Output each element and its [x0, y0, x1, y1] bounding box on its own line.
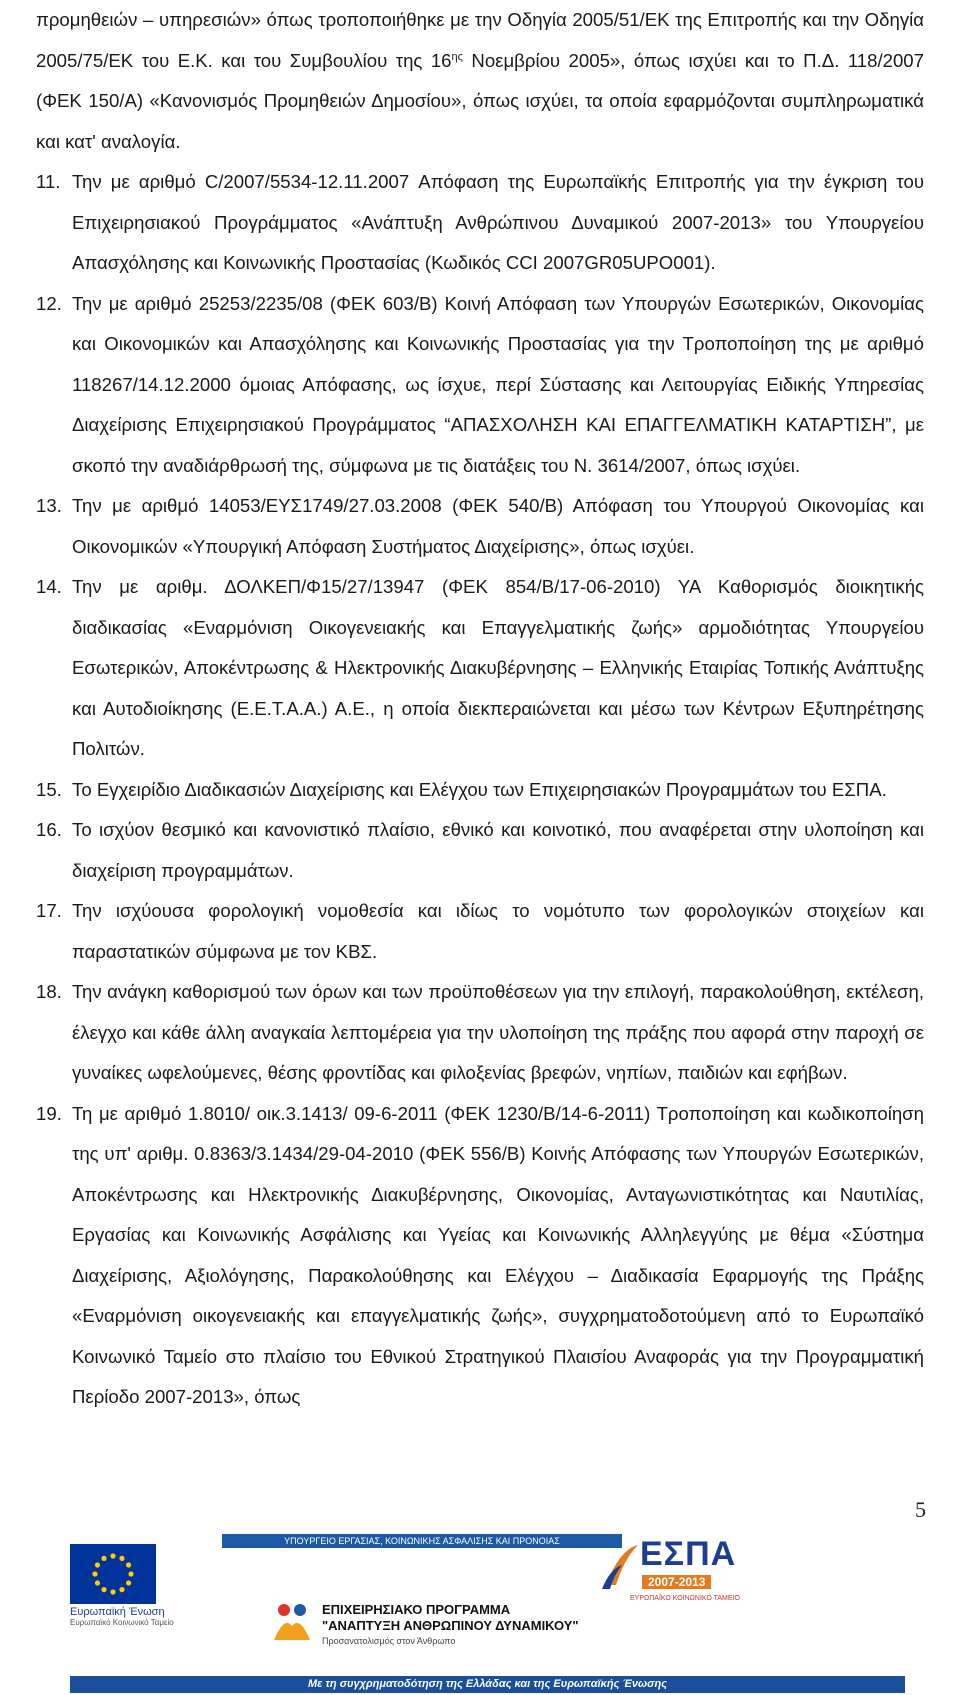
list-item — [36, 810, 924, 891]
eu-stars-icon — [70, 1544, 156, 1604]
document-body — [36, 0, 924, 1418]
item-text: Την ανάγκη καθορισμού των όρων και των προϋποθέσεων για την επιλογή, παρακολούθηση, εκτέλεση, έλεγχο και κάθε άλλη αναγκαία λεπτομέρεια για την υλοποίηση της πράξης που αφορά στην παροχή σε γυναίκες ωφελούμενες, θέσης φροντίδας και φιλοξενίας βρεφών, νηπίων, παιδιών και εφήβων. — [72, 981, 924, 1083]
program-tagline: Προσανατολισμός στον Άνθρωπο — [322, 1636, 456, 1646]
program-subtitle: "ΑΝΑΠΤΥΞΗ ΑΝΘΡΩΠΙΝΟΥ ΔΥΝΑΜΙΚΟΥ" — [322, 1618, 579, 1633]
intro-text-rest: Νοεμβρίου 2005», όπως ισχύει και το Π.Δ. 118/2007 (ΦΕΚ 150/Α) «Κανονισμός Προμηθειών Δημοσίου», όπως ισχύει, τα οποία εφαρμόζονται συμπληρωματικά και κατ' αναλογία. — [36, 49, 924, 152]
item-text: Την ισχύουσα φορολογική νομοθεσία και ιδίως το νομότυπο των φορολογικών στοιχείων και παραστατικών σύμφωνα με τον ΚΒΣ. — [72, 900, 924, 962]
item-text: Τη με αριθμό 1.8010/ οικ.3.1413/ 09-6-2011 (ΦΕΚ 1230/Β/14-6-2011) Τροποποίηση και κωδικοποίηση της υπ' αριθμ. 0.8363/3.1434/29-04-2010 (ΦΕΚ 556/Β) Κοινής Απόφασης των Υπουργών Εσωτερικών, Αποκέντρωσης και Ηλεκτρονικής Διακυβέρνησης, Οικονομίας, Ανταγωνιστικότητας και Ναυτιλίας, Εργασίας και Κοινωνικής Ασφάλισης και Υγείας και Κοινωνικής Αλληλεγγύης με θέμα «Σύστημα Διαχείρισης, Αξιολόγησης, Παρακολούθησης και Ελέγχου – Διαδικασία Εφαρμογής της Πράξης «Εναρμόνιση οικογενειακής και επαγγελματικής ζωής», συγχρηματοδοτούμενη από το Ευρωπαϊκό Κοινωνικό Ταμείο στο πλαίσιο του Εθνικού Στρατηγικού Πλαισίου Αναφοράς για την Προγραμματική Περίοδο 2007-2013», όπως — [72, 1102, 924, 1407]
item-text: Το Εγχειρίδιο Διαδικασιών Διαχείρισης και Ελέγχου των Επιχειρησιακών Προγραμμάτων του ΕΣΠΑ. — [72, 778, 887, 800]
item-text: Την με αριθμό C/2007/5534-12.11.2007 Απόφαση της Ευρωπαϊκής Επιτροπής για την έγκριση του Επιχειρησιακού Προγράμματος «Ανάπτυξη Ανθρώπινου Δυναμικού 2007-2013» του Υπουργείου Απασχόλησης και Κοινωνικής Προστασίας (Κωδικός CCI 2007GR05UPO001). — [72, 171, 924, 273]
item-number: 17. — [36, 900, 62, 921]
list-item — [36, 1094, 924, 1418]
program-emblem-icon — [270, 1600, 314, 1644]
intro-paragraph — [36, 0, 924, 162]
list-item — [36, 891, 924, 972]
footer-logos — [70, 1530, 905, 1695]
item-number: 19. — [36, 1102, 62, 1124]
espa-swoosh-icon — [600, 1539, 640, 1591]
eu-flag-icon — [70, 1544, 156, 1604]
item-text: Την με αριθμ. ΔΟΛΚΕΠ/Φ15/27/13947 (ΦΕΚ 854/Β/17-06-2010) ΥΑ Καθορισμός διοικητικής διαδικασίας «Εναρμόνιση Οικογενειακής και Επαγγελματικής ζωής» αρμοδιότητας Υπουργείου Εσωτερικών, Αποκέντρωσης & Ηλεκτρονικής Διακυβέρνησης – Ελληνικής Εταιρίας Τοπικής Ανάπτυξης και Αυτοδιοίκησης (Ε.Ε.Τ.Α.Α.) Α.Ε., η οποία διεκπεραιώνεται και μέσω των Κέντρων Εξυπηρέτησης Πολιτών. — [72, 576, 924, 759]
eu-caption: Ευρωπαϊκή Ένωση — [70, 1606, 165, 1618]
list-item — [36, 972, 924, 1094]
item-number: 18. — [36, 981, 62, 1002]
list-item — [36, 162, 924, 284]
list-item — [36, 770, 924, 811]
item-number: 13. — [36, 495, 62, 516]
eu-caption-sub: Ευρωπαϊκό Κοινωνικό Ταμείο — [70, 1618, 174, 1627]
ministry-banner: ΥΠΟΥΡΓΕΙΟ ΕΡΓΑΣΙΑΣ, ΚΟΙΝΩΝΙΚΗΣ ΑΣΦΑΛΙΣΗΣ ΚΑΙ ΠΡΟΝΟΙΑΣ — [222, 1534, 622, 1548]
list-item — [36, 284, 924, 487]
item-number: 16. — [36, 819, 62, 840]
program-title: ΕΠΙΧΕΙΡΗΣΙΑΚΟ ΠΡΟΓΡΑΜΜΑ — [322, 1602, 511, 1617]
page-number: 5 — [915, 1497, 926, 1522]
item-number: 15. — [36, 778, 62, 800]
list-item — [36, 486, 924, 567]
eu-logo — [70, 1544, 174, 1627]
item-text: Την με αριθμό 25253/2235/08 (ΦΕΚ 603/Β) Κοινή Απόφαση των Υπουργών Εσωτερικών, Οικονομίας και Οικονομικών και Απασχόλησης και Κοινωνικής Προστασίας για την Τροποποίηση της με αριθμό 118267/14.12.2000 όμοιας Απόφασης, ως ίσχυε, περί Σύστασης και Λειτουργίας Ειδικής Υπηρεσίας Διαχείρισης Επιχειρησιακού Προγράμματος “ΑΠΑΣΧΟΛΗΣΗ ΚΑΙ ΕΠΑΓΓΕΛΜΑΤΙΚΗ ΚΑΤΑΡΤΙΣΗ”, με σκοπό την αναδιάρθρωσή της, σύμφωνα με τις διατάξεις του Ν. 3614/2007, όπως ισχύει. — [72, 292, 924, 476]
item-number: 12. — [36, 292, 62, 314]
espa-subtitle: ΕΥΡΩΠΑΪΚΟ ΚΟΙΝΩΝΙΚΟ ΤΑΜΕΙΟ — [630, 1595, 740, 1602]
funding-banner: Με τη συγχρηματοδότηση της Ελλάδας και της Ευρωπαϊκής Ένωσης — [70, 1676, 905, 1693]
intro-text: προμηθειών – υπηρεσιών» όπως τροποποιήθηκε με την Οδηγία 2005/51/ΕΚ της Επιτροπής και την Οδηγία 2005/75/ΕΚ του Ε.Κ. και του Συμβουλίου της 16 — [36, 9, 924, 71]
item-text: Την με αριθμό 14053/ΕΥΣ1749/27.03.2008 (ΦΕΚ 540/Β) Απόφαση του Υπουργού Οικονομίας και Οικονομικών «Υπουργική Απόφαση Συστήματος Διαχείρισης», όπως ισχύει. — [72, 495, 924, 557]
espa-years: 2007-2013 — [642, 1575, 711, 1589]
item-text: Το ισχύον θεσμικό και κανονιστικό πλαίσιο, εθνικό και κοινοτικό, που αναφέρεται στην υλοποίηση και διαχείριση προγραμμάτων. — [72, 819, 924, 881]
item-number: 14. — [36, 576, 62, 597]
espa-title: ΕΣΠΑ — [640, 1535, 737, 1573]
list-item — [36, 567, 924, 770]
item-number: 11. — [36, 171, 61, 192]
ordinal-suffix: ης — [451, 50, 463, 63]
